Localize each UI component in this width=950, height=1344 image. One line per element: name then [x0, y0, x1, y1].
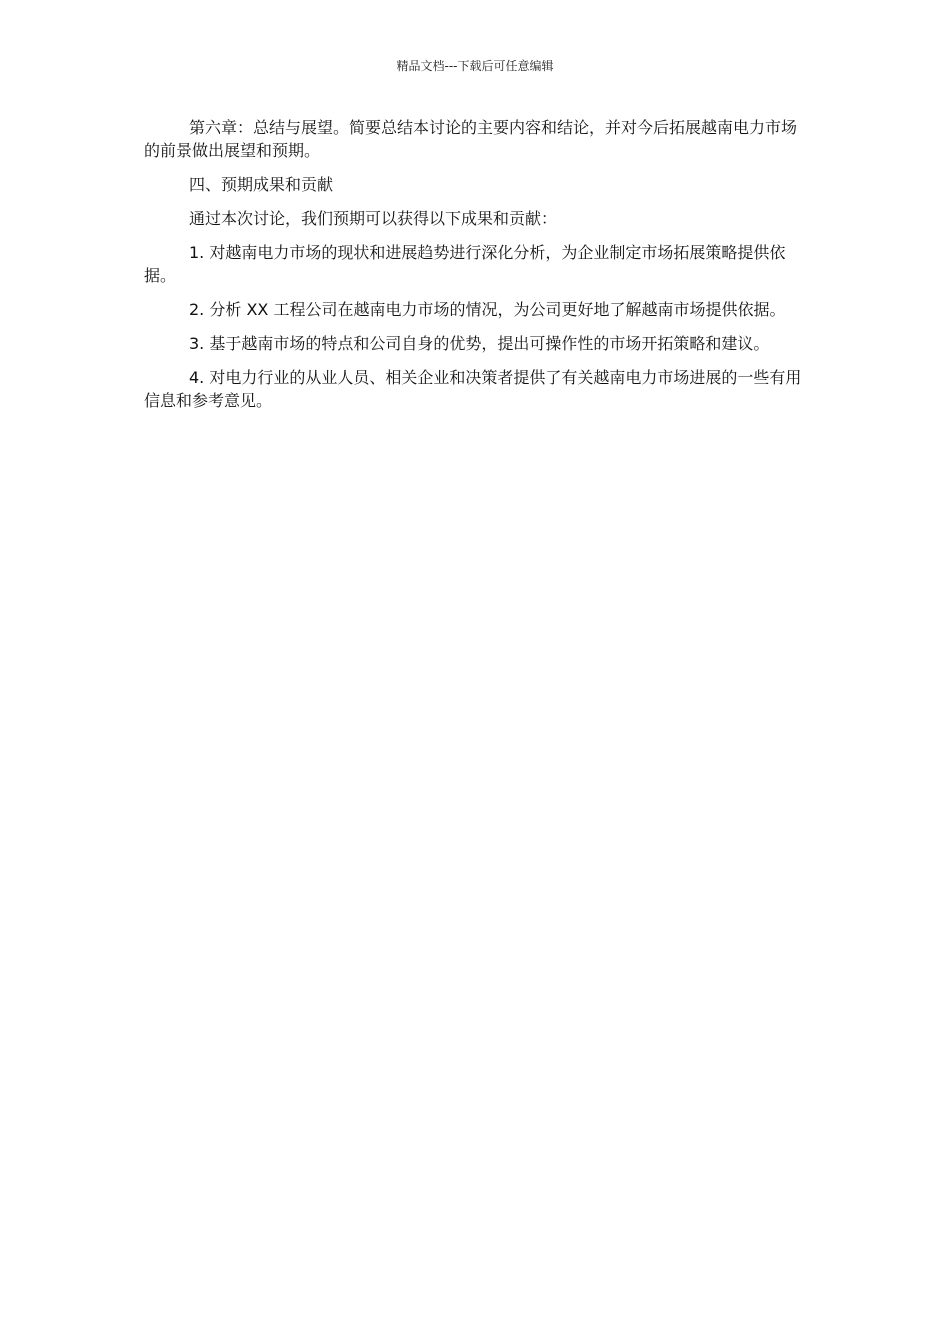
list-item-4: 4. 对电力行业的从业人员、相关企业和决策者提供了有关越南电力市场进展的一些有用信息和参考意见。 — [144, 368, 802, 410]
document-body — [144, 116, 806, 423]
paragraph-chapter-six: 第六章：总结与展望。简要总结本讨论的主要内容和结论，并对今后拓展越南电力市场的前景做出展望和预期。 — [144, 118, 798, 160]
paragraph-intro: 通过本次讨论，我们预期可以获得以下成果和贡献： — [189, 209, 558, 228]
list-item-3: 3. 基于越南市场的特点和公司自身的优势，提出可操作性的市场开拓策略和建议。 — [189, 334, 770, 353]
page-header: 精品文档---下载后可任意编辑 — [396, 59, 554, 73]
list-item-1: 1. 对越南电力市场的现状和进展趋势进行深化分析，为企业制定市场拓展策略提供依据。 — [144, 243, 786, 285]
section-heading-outcomes: 四、预期成果和贡献 — [189, 175, 334, 194]
list-item-2: 2. 分析 XX 工程公司在越南电力市场的情况，为公司更好地了解越南市场提供依据。 — [189, 300, 786, 319]
